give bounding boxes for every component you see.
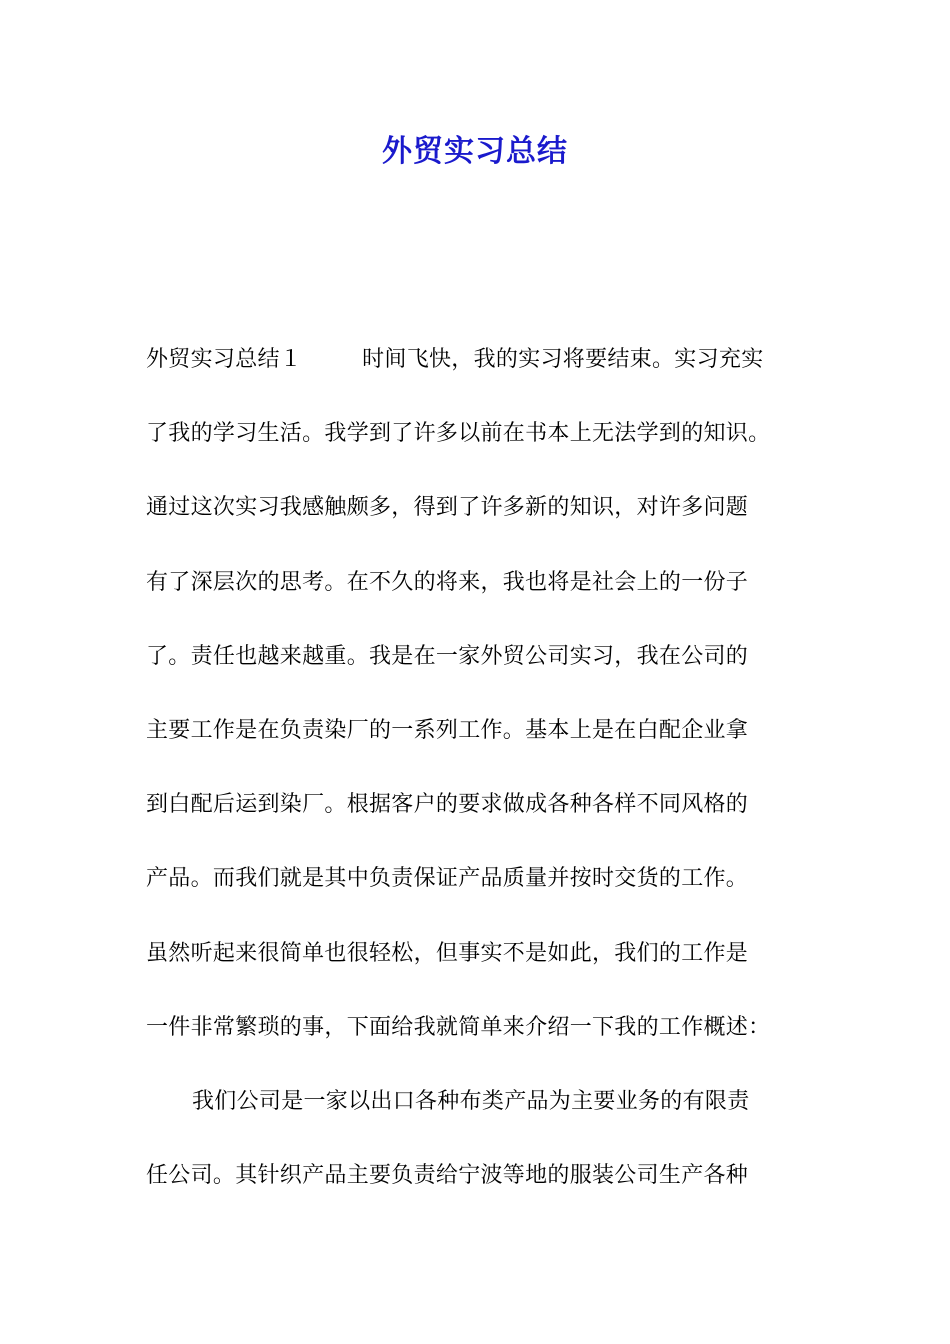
- paragraph-line: 一件非常繁琐的事，下面给我就简单来介绍一下我的工作概述：: [146, 1014, 771, 1040]
- line-text: 时间飞快，我的实习将要结束。实习充实: [362, 347, 764, 372]
- paragraph-line: 到白配后运到染厂。根据客户的要求做成各种各样不同风格的: [146, 792, 749, 818]
- paragraph-line: 通过这次实习我感触颇多，得到了许多新的知识，对许多问题: [146, 495, 749, 521]
- document-title: 外贸实习总结: [382, 134, 568, 169]
- paragraph-line: 任公司。其针织产品主要负责给宁波等地的服装公司生产各种: [146, 1163, 749, 1189]
- paragraph-line: 了我的学习生活。我学到了许多以前在书本上无法学到的知识。: [146, 421, 771, 447]
- document-body: [146, 338, 836, 1228]
- paragraph-line: 虽然听起来很简单也很轻松，但事实不是如此，我们的工作是: [146, 940, 749, 966]
- paragraph-line: 主要工作是在负责染厂的一系列工作。基本上是在白配企业拿: [146, 717, 749, 743]
- paragraph-line: 产品。而我们就是其中负责保证产品质量并按时交货的工作。: [146, 866, 749, 892]
- paragraph-line: 我们公司是一家以出口各种布类产品为主要业务的有限责: [192, 1088, 750, 1114]
- section-heading: 外贸实习总结１: [146, 347, 303, 372]
- paragraph-line: 有了深层次的思考。在不久的将来，我也将是社会上的一份子: [146, 569, 749, 595]
- paragraph-line: 了。责任也越来越重。我是在一家外贸公司实习，我在公司的: [146, 643, 749, 669]
- paragraph-line: [146, 338, 836, 412]
